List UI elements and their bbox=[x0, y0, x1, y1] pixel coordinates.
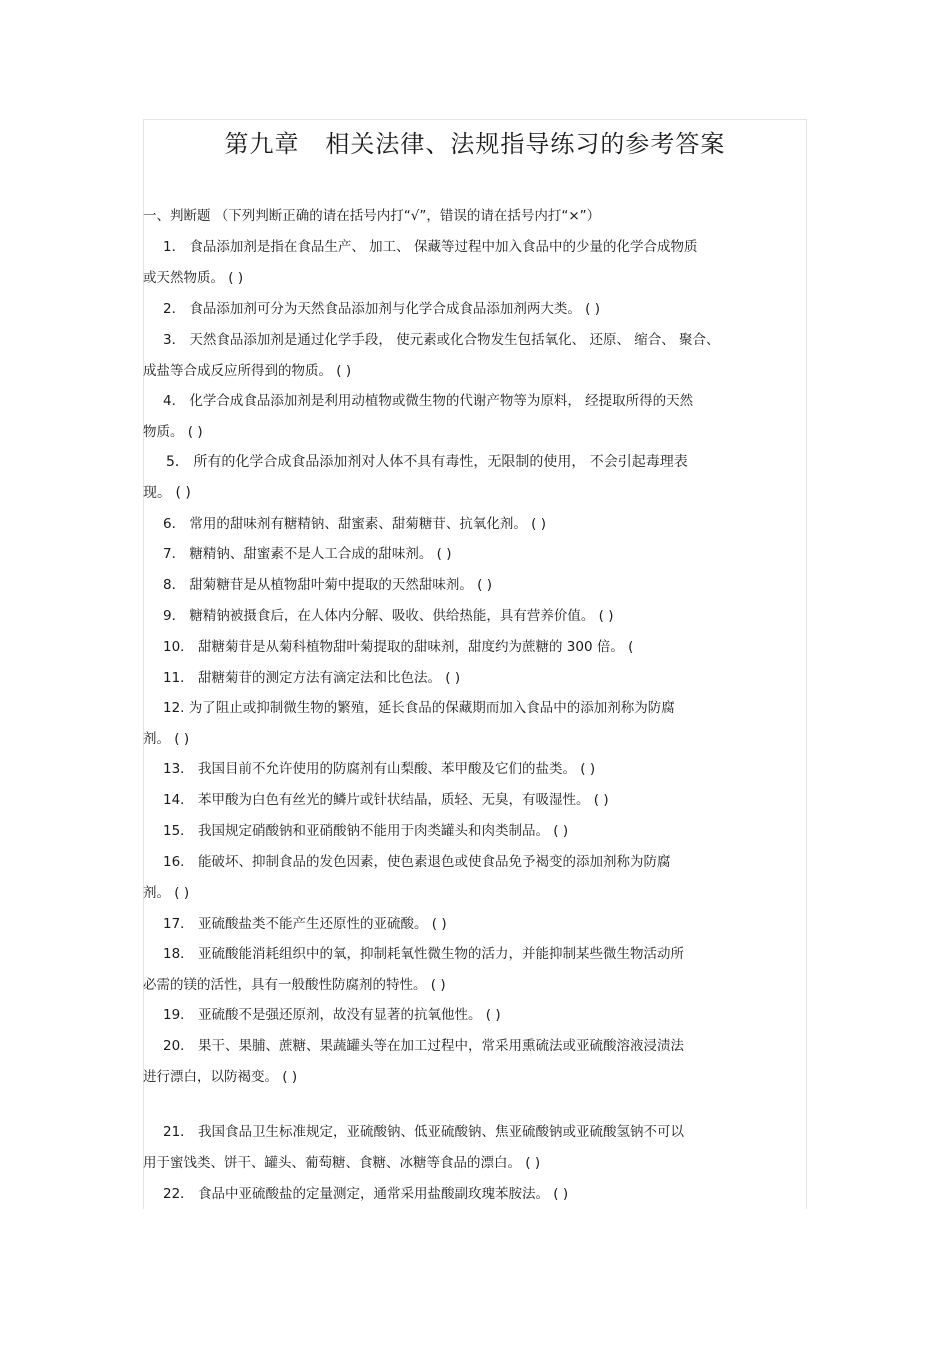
question-4-line-2: 物质。 ( ) bbox=[143, 424, 203, 440]
question-19: 19． 亚硫酸不是强还原剂，故没有显著的抗氧他性。 ( ) bbox=[163, 1007, 501, 1023]
question-18-line-1: 18． 亚硫酸能消耗组织中的氧，抑制耗氧性微生物的活力，并能抑制某些微生物活动所 bbox=[163, 946, 684, 962]
question-5-line-1: 5． 所有的化学合成食品添加剂对人体不具有毒性，无限制的使用， 不会引起毒理表 bbox=[166, 454, 688, 470]
question-21-line-1: 21． 我国食品卫生标准规定，亚硫酸钠、低亚硫酸钠、焦亚硫酸钠或亚硫酸氢钠不可以 bbox=[163, 1124, 684, 1140]
question-2: 2． 食品添加剂可分为天然食品添加剂与化学合成食品添加剂两大类。 ( ) bbox=[163, 301, 600, 317]
question-1-line-2: 或天然物质。 ( ) bbox=[143, 270, 244, 286]
question-22: 22． 食品中亚硫酸盐的定量测定，通常采用盐酸副玫瑰苯胺法。 ( ) bbox=[163, 1186, 569, 1202]
question-21-line-2: 用于蜜饯类、饼干、罐头、葡萄糖、食糖、冰糖等食品的漂白。 ( ) bbox=[143, 1155, 541, 1171]
question-12-line-1: 12. 为了阻止或抑制微生物的繁殖，延长食品的保藏期而加入食品中的添加剂称为防腐 bbox=[163, 700, 675, 716]
question-7: 7． 糖精钠、甜蜜素不是人工合成的甜味剂。 ( ) bbox=[163, 546, 452, 562]
question-11: 11． 甜糖菊苷的测定方法有滴定法和比色法。 ( ) bbox=[163, 670, 461, 686]
question-9: 9． 糖精钠被摄食后，在人体内分解、吸收、供给热能，具有营养价值。 ( ) bbox=[163, 608, 614, 624]
question-5-line-2: 现。 ( ) bbox=[143, 485, 191, 501]
question-17: 17． 亚硫酸盐类不能产生还原性的亚硫酸。 ( ) bbox=[163, 916, 447, 932]
question-13: 13． 我国目前不允许使用的防腐剂有山梨酸、苯甲酸及它们的盐类。 ( ) bbox=[163, 761, 596, 777]
question-14: 14． 苯甲酸为白色有丝光的鳞片或针状结晶，质轻、无臭，有吸湿性。 ( ) bbox=[163, 792, 609, 808]
question-18-line-2: 必需的镁的活性，具有一般酸性防腐剂的特性。 ( ) bbox=[143, 977, 446, 993]
question-6: 6． 常用的甜味剂有糖精钠、甜蜜素、甜菊糖苷、抗氧化剂。 ( ) bbox=[163, 516, 546, 532]
question-8: 8． 甜菊糖苷是从植物甜叶菊中提取的天然甜味剂。 ( ) bbox=[163, 577, 492, 593]
question-16-line-2: 剂。 ( ) bbox=[143, 885, 190, 901]
question-20-line-1: 20． 果干、果脯、蔗糖、果蔬罐头等在加工过程中，常采用熏硫法或亚硫酸溶液浸渍法 bbox=[163, 1038, 684, 1054]
page-title: 第九章 相关法律、法规指导练习的参考答案 bbox=[224, 130, 726, 158]
question-15: 15． 我国规定硝酸钠和亚硝酸钠不能用于肉类罐头和肉类制品。 ( ) bbox=[163, 823, 569, 839]
question-3-line-2: 成盐等合成反应所得到的物质。 ( ) bbox=[143, 363, 352, 379]
section-heading: 一、判断题 （下列判断正确的请在括号内打“√”，错误的请在括号内打“×”） bbox=[143, 208, 601, 224]
question-20-line-2: 进行漂白，以防褐变。 ( ) bbox=[143, 1069, 298, 1085]
question-12-line-2: 剂。 ( ) bbox=[143, 731, 190, 747]
question-16-line-1: 16． 能破坏、抑制食品的发色因素，使色素退色或使食品免予褐变的添加剂称为防腐 bbox=[163, 854, 671, 870]
question-10: 10． 甜糖菊苷是从菊科植物甜叶菊提取的甜味剂，甜度约为蔗糖的 300 倍。 ( bbox=[163, 639, 634, 655]
question-3-line-1: 3． 天然食品添加剂是通过化学手段， 使元素或化合物发生包括氧化、 还原、 缩合、 聚合、 bbox=[163, 332, 720, 348]
question-4-line-1: 4． 化学合成食品添加剂是利用动植物或微生物的代谢产物等为原料， 经提取所得的天然 bbox=[163, 393, 694, 409]
question-1-line-1: 1． 食品添加剂是指在食品生产、 加工、 保藏等过程中加入食品中的少量的化学合成物质 bbox=[163, 239, 698, 255]
